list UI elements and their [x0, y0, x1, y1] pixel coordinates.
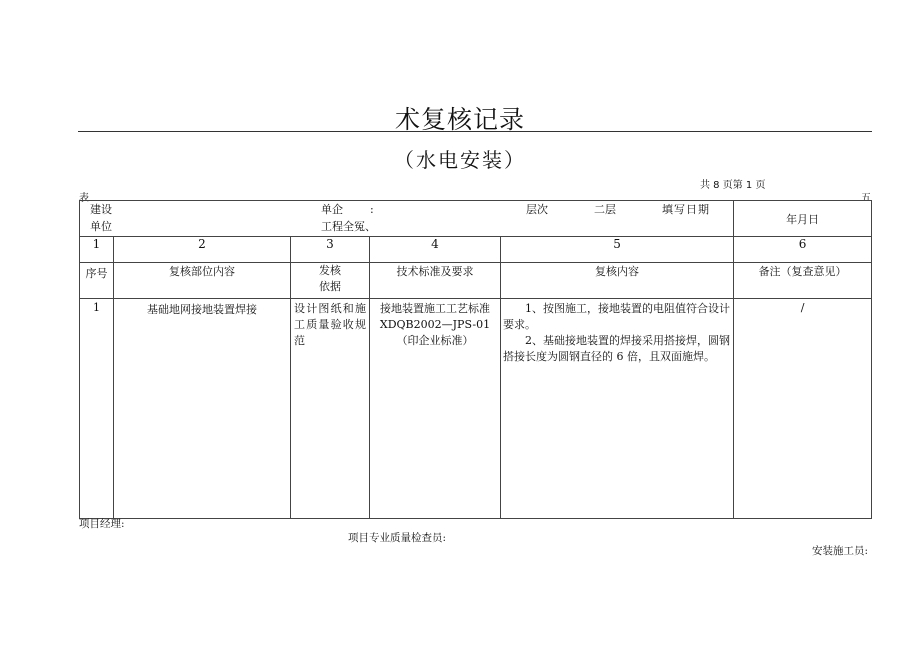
row-seq: 1 [80, 299, 114, 519]
fill-date-label: 填写日期 [662, 203, 710, 216]
col-number-3: 3 [291, 237, 370, 263]
quality-inspector-label: 项目专业质量检查员: [348, 532, 447, 544]
floor-value: 二层 [594, 203, 616, 216]
header-part: 复核部位内容 [114, 263, 291, 299]
row-content-item-2: 2、基础接地装置的焊接采用搭接焊，圆钢搭接长度为圆钢直径的 6 倍，且双面施焊。 [503, 334, 730, 363]
page-subtitle: （水电安装） [394, 148, 526, 172]
title-underline [78, 131, 872, 132]
page-title: 术复核记录 [394, 105, 525, 134]
danqi-label: 单企 [321, 203, 343, 216]
colon-mark: : [370, 203, 374, 216]
header-basis-line2: 依据 [319, 280, 341, 293]
level-label: 层次 [526, 203, 548, 216]
table-row [80, 299, 872, 519]
info-cell [80, 201, 734, 237]
page-count: 共 8 页第 1 页 [700, 180, 766, 191]
header-content: 复核内容 [501, 263, 734, 299]
form-label: 表 [79, 193, 89, 204]
col-number-4: 4 [370, 237, 501, 263]
header-remark: 备注（复查意见） [734, 263, 872, 299]
installer-label: 安装施工员: [812, 545, 869, 557]
row-remark: / [734, 299, 872, 519]
header-basis-line1: 发核 [319, 264, 341, 277]
danwei-label: 单位 [90, 220, 112, 233]
col-number-2: 2 [114, 237, 291, 263]
form-number: 五 [861, 193, 871, 204]
row-part: 基础地网接地装置焊接 [114, 299, 291, 519]
row-content [501, 299, 734, 519]
col-number-6: 6 [734, 237, 872, 263]
project-name-label: 工程全冤、 [321, 220, 376, 233]
jianshe-label: 建设 [90, 203, 112, 216]
header-standard: 技术标准及要求 [370, 263, 501, 299]
row-standard: 接地装置施工工艺标准 XDQB2002—JPS-01（印企业标准） [370, 299, 501, 519]
header-basis [291, 263, 370, 299]
date-value: 年月日 [734, 201, 872, 237]
row-content-item-1: 1、按图施工，接地装置的电阻值符合设计要求。 [503, 302, 730, 331]
column-number-row [80, 237, 872, 263]
info-row [80, 201, 872, 237]
header-seq: 序号 [80, 263, 114, 299]
project-manager-label: 项目经理: [79, 518, 125, 530]
col-number-5: 5 [501, 237, 734, 263]
col-number-1: 1 [80, 237, 114, 263]
row-basis: 设计图纸和施工质量验收规范 [291, 299, 370, 519]
record-table [79, 200, 872, 519]
header-row [80, 263, 872, 299]
